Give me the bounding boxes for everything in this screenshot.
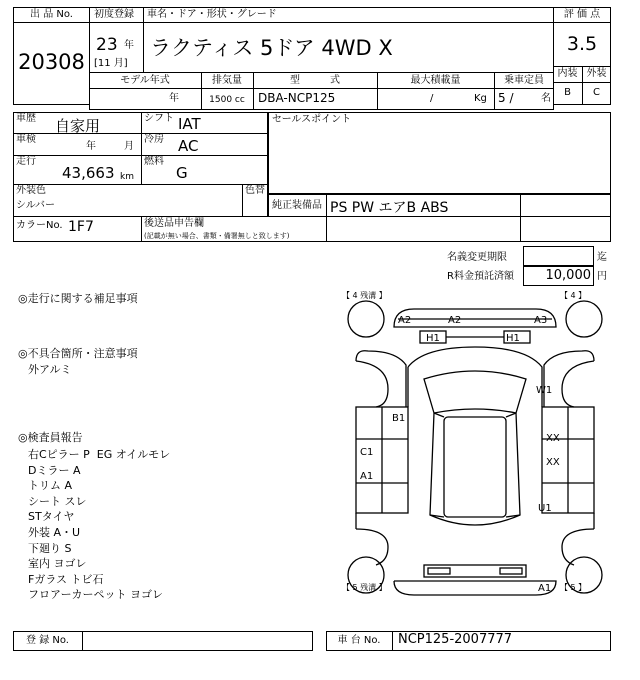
inspector-item: シート スレ: [28, 494, 87, 508]
shift-label: シフト: [144, 113, 174, 124]
interior-label: 内装: [557, 68, 578, 79]
defect-notes-title: ◎不具合箇所・注意事項: [18, 347, 138, 360]
tire-front-right-icon: [566, 301, 602, 337]
inspection-year: 年: [86, 141, 96, 152]
mileage-label: 走行: [16, 156, 36, 167]
damage-mark: B1: [392, 413, 406, 424]
exterior-label: 外装: [586, 68, 607, 79]
capacity-value: 5 /: [498, 91, 514, 105]
recycle-fee-value: 10,000: [545, 268, 591, 283]
load-label: 最大積載量: [410, 75, 461, 86]
inspector-report-list: [28, 447, 170, 603]
defect-item: 外アルミ: [28, 363, 72, 376]
inspector-item: 右Cピラー P EG オイルモレ: [28, 448, 171, 461]
damage-mark: XX: [546, 457, 560, 468]
tire-front-right-depth: 【 4 】: [560, 291, 587, 300]
model-year-value: 年: [169, 93, 179, 104]
tire-front-left-depth: 【 4 残溝 】: [342, 291, 387, 300]
lot-number: 20308: [18, 50, 85, 74]
type-value: DBA-NCP125: [258, 91, 336, 105]
inspector-item: トリム A: [28, 479, 73, 493]
documents-label: 後送品申告欄: [144, 218, 204, 229]
driving-notes-title: ◎走行に関する補足事項: [18, 292, 138, 305]
history-value: 自家用: [55, 117, 101, 135]
type-label: 型 式: [290, 75, 340, 86]
damage-mark: H1: [506, 333, 520, 344]
sales-point-label: セールスポイント: [272, 114, 352, 125]
equipment-label: 純正装備品: [272, 200, 322, 211]
color-no-label: カラーNo.: [16, 220, 63, 231]
ac-label: 冷房: [144, 134, 164, 145]
mileage-unit: km: [120, 172, 134, 182]
fuel-value: G: [176, 164, 188, 182]
lot-number-label: 出 品 No.: [30, 9, 73, 20]
inspector-report-title: ◎検査員報告: [18, 431, 83, 444]
inspector-item: 下廻り S: [28, 541, 72, 555]
shift-value: IAT: [178, 115, 201, 133]
damage-mark: H1: [426, 333, 440, 344]
color-change-label: 色替: [245, 185, 265, 196]
tire-rear-left-depth: 【 5 残溝 】: [342, 583, 387, 592]
score-value: 3.5: [566, 33, 598, 55]
damage-mark: A2: [398, 315, 412, 326]
recycle-fee-label: R料金預託済額: [447, 271, 514, 282]
inspector-item: Dミラー A: [28, 463, 81, 477]
first-registration-label: 初度登録: [94, 9, 134, 20]
load-value: /: [430, 93, 434, 104]
name-change-unit: 迄: [597, 252, 607, 263]
name-change-field: [523, 246, 594, 266]
fuel-label: 燃料: [144, 156, 164, 167]
displacement-label: 排気量: [212, 75, 242, 86]
tire-front-left-icon: [348, 301, 384, 337]
recycle-fee-unit: 円: [597, 271, 607, 282]
inspector-item: STタイヤ: [28, 510, 75, 524]
exterior-color-label: 外装色: [16, 185, 46, 196]
color-no-value: 1F7: [68, 219, 94, 235]
exterior-grade: C: [593, 87, 600, 98]
damage-mark: A3: [534, 315, 548, 326]
load-unit: Kg: [474, 93, 487, 104]
mileage-value: 43,663: [62, 164, 115, 182]
displacement-value: 1500 cc: [209, 95, 245, 105]
history-label: 車歴: [16, 113, 36, 124]
score-label: 評 価 点: [563, 9, 601, 20]
first-registration-month: [11 月]: [94, 58, 128, 69]
capacity-unit: 名: [541, 93, 551, 104]
inspector-item: Fガラス トビ石: [28, 572, 104, 586]
chassis-number-value: NCP125-2007777: [398, 632, 513, 647]
chassis-number-label: 車 台 No.: [337, 635, 381, 646]
tire-rear-right-depth: 【 5 】: [560, 583, 587, 592]
capacity-label: 乗車定員: [504, 75, 544, 86]
inspector-item: フロアーカーペット ヨゴレ: [28, 588, 163, 602]
inspection-month: 月: [124, 141, 134, 152]
exterior-color-value: シルバー: [16, 200, 56, 211]
inspector-item: 外装 A・U: [28, 525, 81, 539]
inspection-label: 車検: [16, 134, 36, 145]
vehicle-damage-diagram: [336, 289, 612, 605]
damage-mark: XX: [546, 433, 560, 444]
equipment-value: PS PW エアB ABS: [330, 200, 449, 216]
damage-mark: A1: [360, 471, 374, 482]
ac-value: AC: [178, 137, 199, 155]
vehicle-name-label: 車名・ドア・形状・グレード: [147, 9, 277, 20]
model-year-label: モデル年式: [120, 75, 170, 86]
documents-note: (記載が無い場合、書類・備署無しと致します): [144, 232, 290, 240]
interior-grade: B: [564, 87, 571, 98]
first-registration-year: 23: [96, 35, 118, 55]
vehicle-name: ラクティス 5ドア 4WD X: [150, 36, 393, 60]
name-change-label: 名義変更期限: [447, 252, 507, 263]
registration-number-label: 登 録 No.: [26, 635, 69, 646]
color-no-row: [13, 216, 611, 242]
damage-mark: C1: [360, 447, 374, 458]
inspector-item: 室内 ヨゴレ: [28, 557, 87, 571]
damage-mark: W1: [536, 385, 553, 396]
damage-mark: A2: [448, 315, 462, 326]
damage-mark: U1: [538, 503, 552, 514]
damage-mark: A1: [538, 583, 552, 594]
year-unit: 年: [124, 40, 134, 51]
